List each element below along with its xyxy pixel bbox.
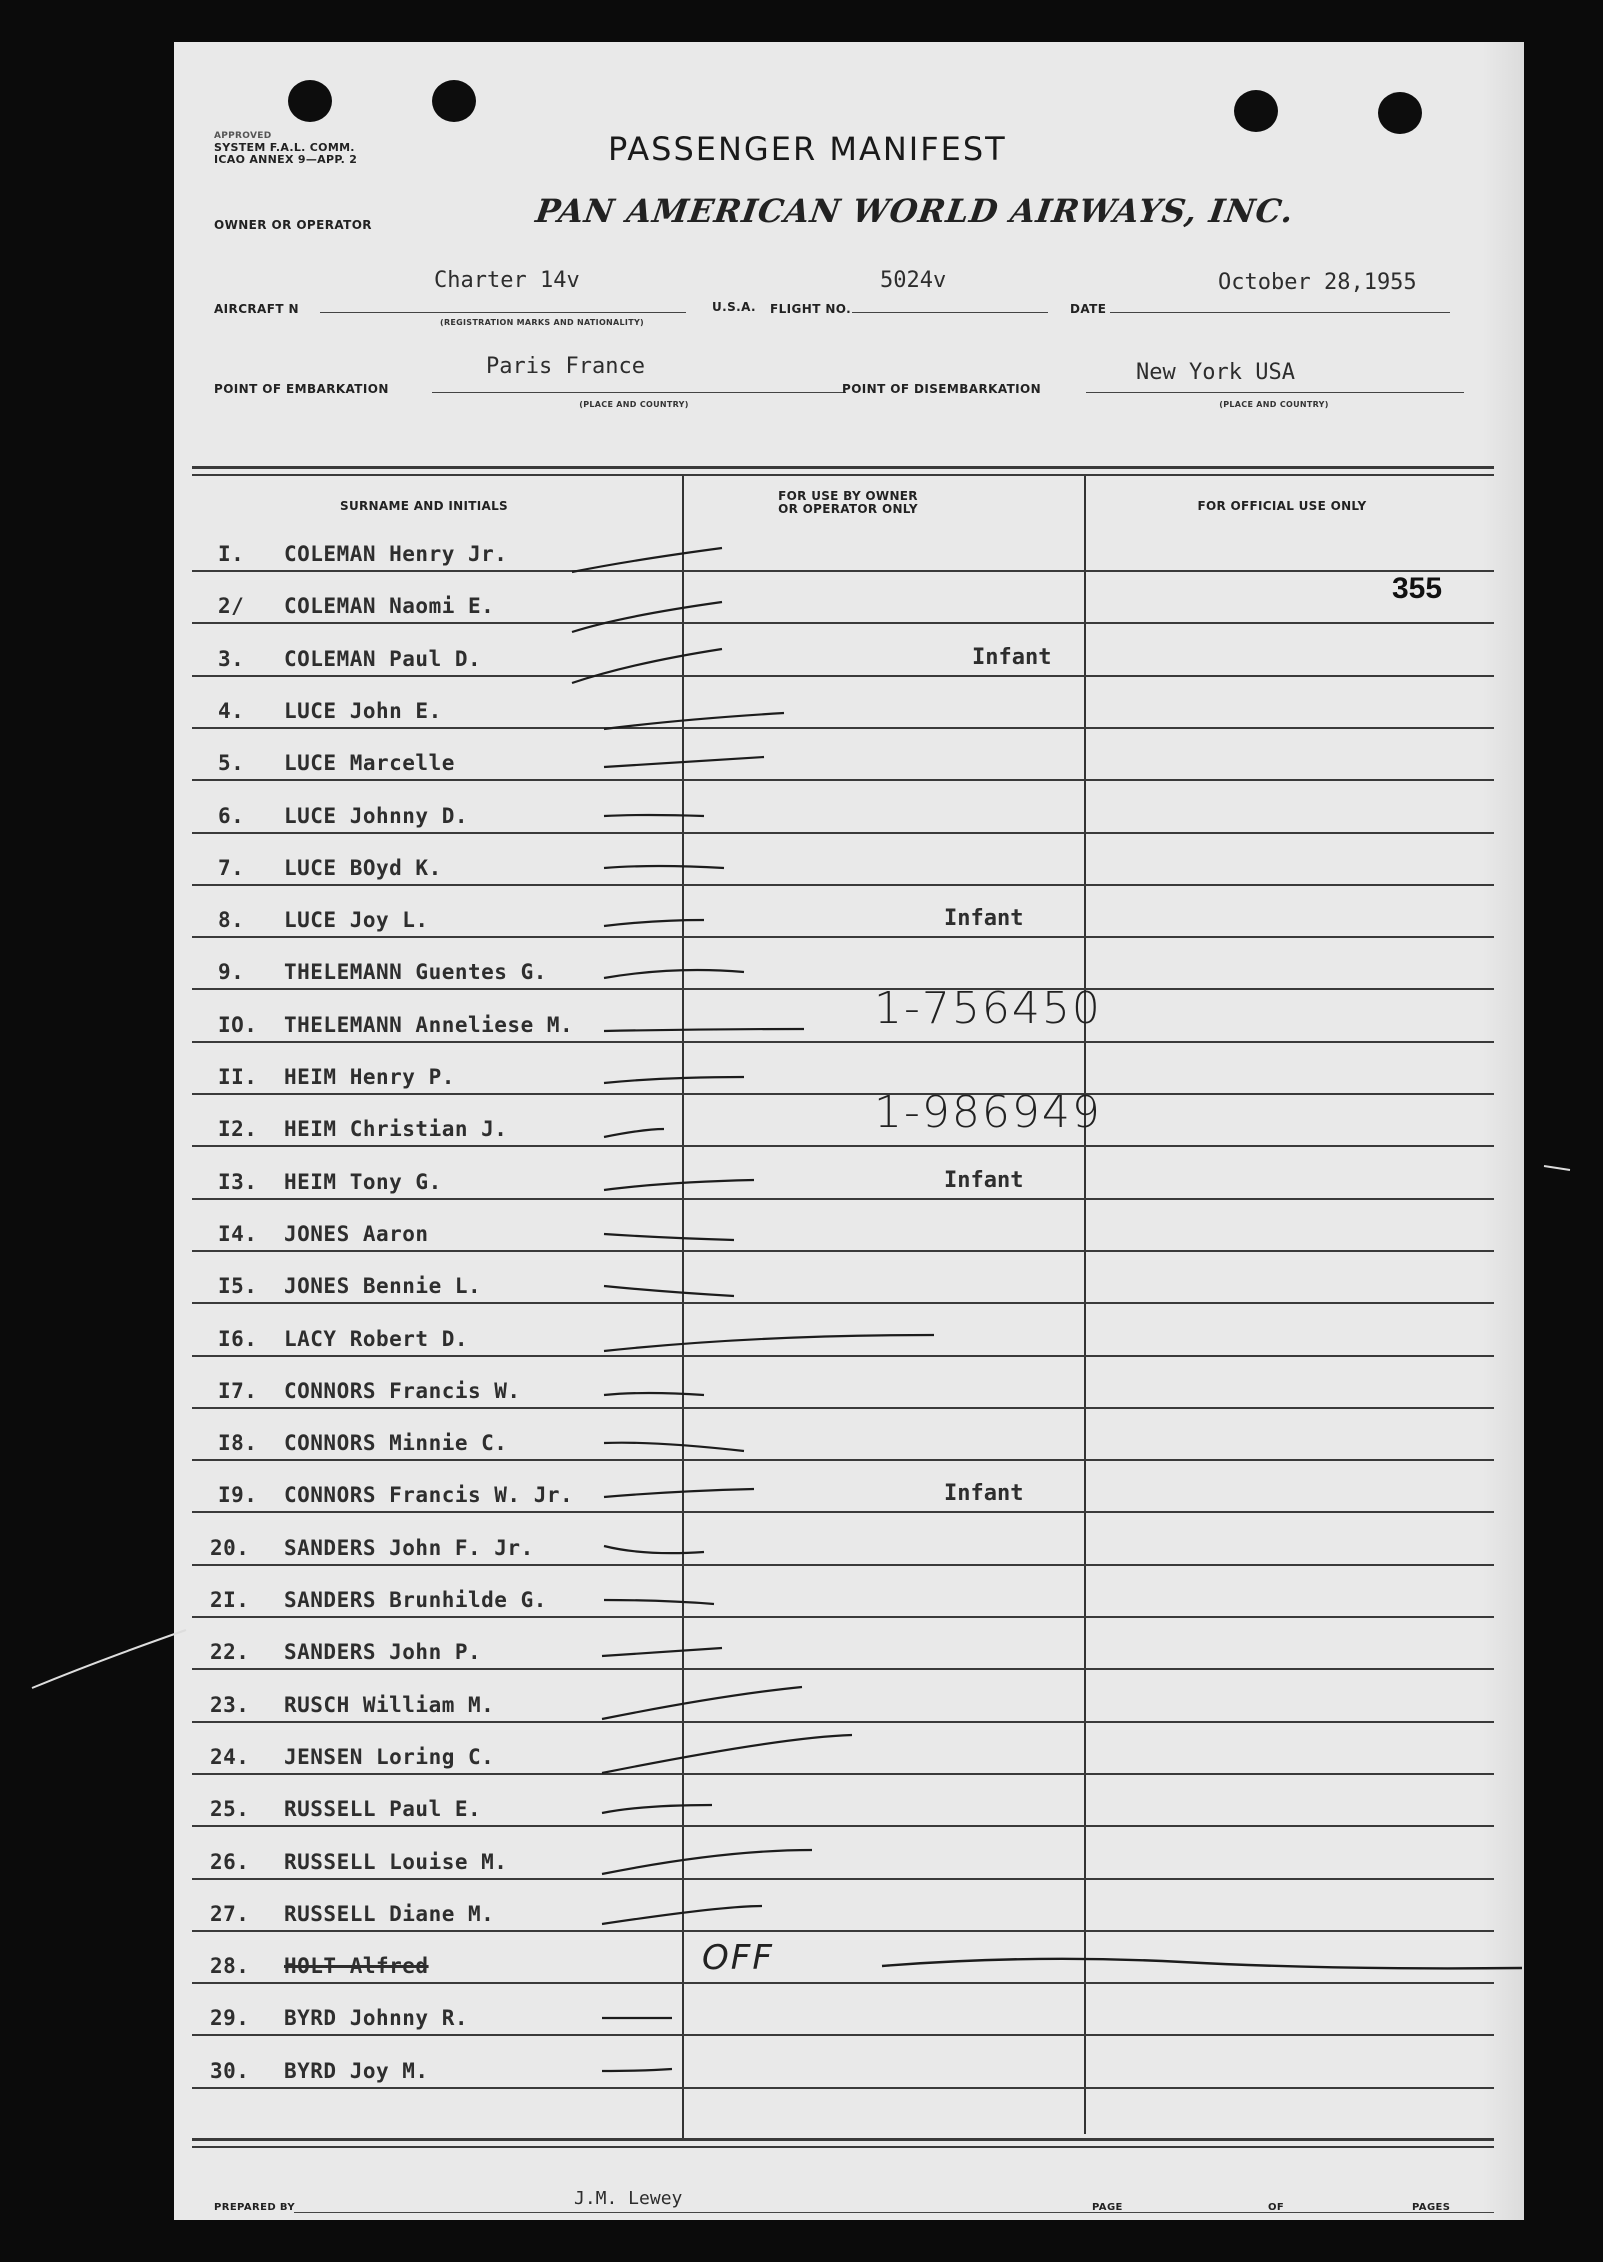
- date-value: October 28,1955: [1218, 270, 1417, 295]
- passenger-number: IO.: [218, 1013, 258, 1037]
- owner-note: 1-986949: [874, 1087, 1102, 1138]
- passenger-name: CONNORS Francis W.: [284, 1379, 521, 1403]
- passenger-name: RUSSELL Paul E.: [284, 1797, 482, 1821]
- passenger-number: I6.: [218, 1327, 258, 1351]
- passenger-number: 22.: [210, 1640, 250, 1664]
- passenger-number: 2I.: [210, 1588, 250, 1612]
- operator-name: PAN AMERICAN WORLD AIRWAYS, INC.: [533, 192, 1297, 230]
- passenger-number: 8.: [218, 908, 245, 932]
- passenger-name: HEIM Christian J.: [284, 1117, 508, 1141]
- owner-note: Infant: [944, 1481, 1024, 1506]
- column-header-owner-use: FOR USE BY OWNER OR OPERATOR ONLY: [778, 489, 918, 516]
- aircraft-value: Charter 14v: [434, 268, 580, 293]
- passenger-number: I9.: [218, 1483, 258, 1507]
- passenger-name: SANDERS John P.: [284, 1640, 482, 1664]
- embarkation-caption: (PLACE AND COUNTRY): [579, 400, 689, 409]
- owner-note: OFF: [702, 1938, 774, 1978]
- pages-label: PAGES: [1412, 2202, 1451, 2213]
- passenger-number: 3.: [218, 647, 245, 671]
- passenger-name: HEIM Tony G.: [284, 1170, 442, 1194]
- passenger-name: COLEMAN Paul D.: [284, 647, 482, 671]
- passenger-name: THELEMANN Anneliese M.: [284, 1013, 574, 1037]
- passenger-number: 4.: [218, 699, 245, 723]
- passenger-name: RUSSELL Louise M.: [284, 1850, 508, 1874]
- passenger-number: I7.: [218, 1379, 258, 1403]
- approval-line: APPROVED: [214, 131, 272, 141]
- approval-line: SYSTEM F.A.L. COMM.: [214, 141, 355, 154]
- passenger-number: I2.: [218, 1117, 258, 1141]
- passenger-number: 25.: [210, 1797, 250, 1821]
- passenger-number: I8.: [218, 1431, 258, 1455]
- passenger-name: LACY Robert D.: [284, 1327, 469, 1351]
- passenger-name: SANDERS John F. Jr.: [284, 1536, 534, 1560]
- column-header-official-use: FOR OFFICIAL USE ONLY: [1197, 499, 1367, 513]
- passenger-name: LUCE Johnny D.: [284, 804, 469, 828]
- passenger-number: 24.: [210, 1745, 250, 1769]
- owner-note: 1-756450: [874, 983, 1102, 1034]
- passenger-name: HOLT Alfred: [284, 1954, 429, 1978]
- date-label: DATE: [1070, 302, 1107, 316]
- flight-value: 5024v: [880, 268, 947, 293]
- disembarkation-label: POINT OF DISEMBARKATION: [842, 382, 1042, 396]
- of-label: OF: [1268, 2202, 1285, 2213]
- passenger-number: 30.: [210, 2059, 250, 2083]
- passenger-name: RUSSELL Diane M.: [284, 1902, 495, 1926]
- passenger-name: BYRD Joy M.: [284, 2059, 429, 2083]
- passenger-number: II.: [218, 1065, 258, 1089]
- disembarkation-caption: (PLACE AND COUNTRY): [1219, 400, 1329, 409]
- passenger-number: 9.: [218, 960, 245, 984]
- passenger-number: 28.: [210, 1954, 250, 1978]
- passenger-number: 27.: [210, 1902, 250, 1926]
- passenger-number: 26.: [210, 1850, 250, 1874]
- registration-caption: (REGISTRATION MARKS AND NATIONALITY): [439, 318, 645, 327]
- prepared-by-value: J.M. Lewey: [574, 2188, 683, 2209]
- passenger-name: RUSCH William M.: [284, 1693, 495, 1717]
- passenger-name: SANDERS Brunhilde G.: [284, 1588, 547, 1612]
- passenger-name: LUCE Marcelle: [284, 751, 455, 775]
- column-header-surname: SURNAME AND INITIALS: [340, 499, 508, 513]
- passenger-name: JENSEN Loring C.: [284, 1745, 495, 1769]
- passenger-name: JONES Aaron: [284, 1222, 429, 1246]
- embarkation-value: Paris France: [486, 354, 645, 379]
- passenger-number: 5.: [218, 751, 245, 775]
- passenger-name: BYRD Johnny R.: [284, 2006, 469, 2030]
- embarkation-label: POINT OF EMBARKATION: [214, 382, 389, 396]
- passenger-number: I4.: [218, 1222, 258, 1246]
- passenger-number: 20.: [210, 1536, 250, 1560]
- owner-note: Infant: [944, 906, 1024, 931]
- owner-label: OWNER OR OPERATOR: [214, 218, 372, 232]
- passenger-number: I.: [218, 542, 245, 566]
- passenger-name: COLEMAN Naomi E.: [284, 594, 495, 618]
- flight-label: FLIGHT NO.: [770, 302, 852, 316]
- passenger-name: JONES Bennie L.: [284, 1274, 482, 1298]
- approval-line: ICAO ANNEX 9—APP. 2: [214, 153, 358, 166]
- passenger-number: I3.: [218, 1170, 258, 1194]
- disembarkation-value: New York USA: [1136, 360, 1295, 385]
- page-title: PASSENGER MANIFEST: [608, 130, 1007, 168]
- passenger-name: LUCE BOyd K.: [284, 856, 442, 880]
- passenger-name: CONNORS Francis W. Jr.: [284, 1483, 574, 1507]
- passenger-name: COLEMAN Henry Jr.: [284, 542, 508, 566]
- owner-note: Infant: [972, 645, 1052, 670]
- aircraft-label: AIRCRAFT N: [214, 302, 299, 316]
- passenger-number: 23.: [210, 1693, 250, 1717]
- owner-note: Infant: [944, 1168, 1024, 1193]
- passenger-number: 29.: [210, 2006, 250, 2030]
- usa-label: U.S.A.: [712, 300, 756, 314]
- page-label: PAGE: [1092, 2202, 1123, 2213]
- passenger-name: HEIM Henry P.: [284, 1065, 455, 1089]
- passenger-name: CONNORS Minnie C.: [284, 1431, 508, 1455]
- passenger-name: LUCE John E.: [284, 699, 442, 723]
- passenger-name: LUCE Joy L.: [284, 908, 429, 932]
- passenger-number: I5.: [218, 1274, 258, 1298]
- passenger-number: 2/: [218, 594, 245, 618]
- passenger-number: 7.: [218, 856, 245, 880]
- prepared-by-label: PREPARED BY: [214, 2202, 296, 2213]
- passenger-name: THELEMANN Guentes G.: [284, 960, 547, 984]
- passenger-number: 6.: [218, 804, 245, 828]
- official-note: 355: [1392, 572, 1443, 605]
